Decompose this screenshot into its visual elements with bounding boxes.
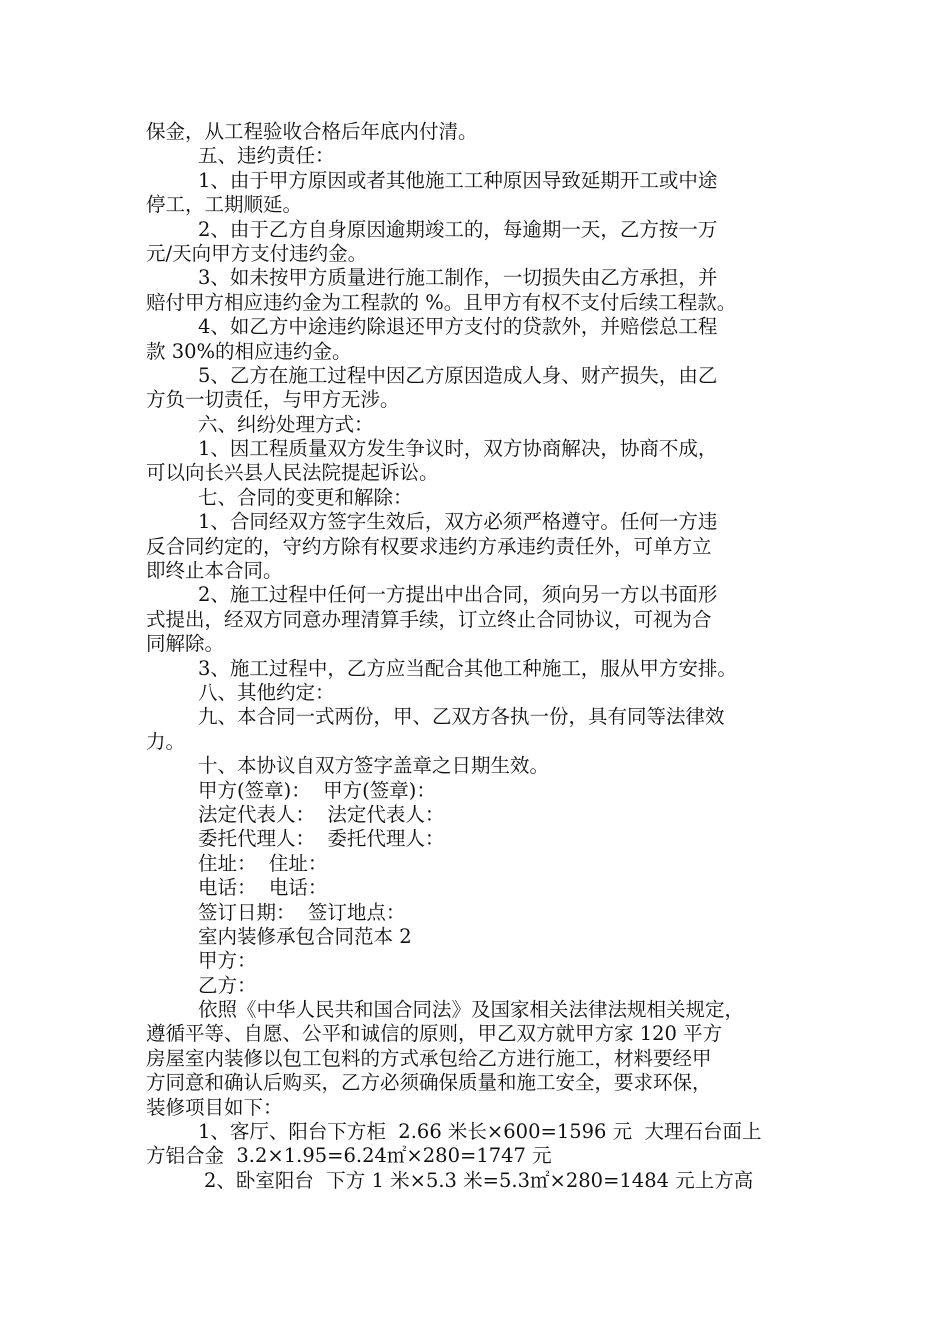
signature-field-date-place: 签订日期： 签订地点： xyxy=(198,900,406,924)
text-line: 5、乙方在施工过程中因乙方原因造成人身、财产损失，由乙 xyxy=(198,363,718,387)
section-heading: 六、纠纷处理方式： xyxy=(198,412,374,436)
text-line: 1、由于甲方原因或者其他施工工种原因导致延期开工或中途 xyxy=(198,168,718,192)
party-a-field: 甲方： xyxy=(198,949,257,973)
text-line: 可以向长兴县人民法院提起诉讼。 xyxy=(146,461,439,485)
text-line: 方同意和确认后购买，乙方必须确保质量和施工安全，要求环保， xyxy=(146,1071,712,1095)
party-b-field: 乙方： xyxy=(198,973,257,997)
text-line: 遵循平等、自愿、公平和诚信的原则，甲乙双方就甲方家 120 平方 xyxy=(146,1022,723,1046)
signature-field-address: 住址： 住址： xyxy=(198,851,328,875)
section-heading: 五、违约责任： xyxy=(198,144,335,168)
signature-field-party-a: 甲方(签章)： 甲方(签章)： xyxy=(198,778,436,802)
text-line: 3、施工过程中，乙方应当配合其他工种施工，服从甲方安排。 xyxy=(198,656,737,680)
text-line: 1、客厅、阳台下方柜 2.66 米长×600=1596 元 大理石台面上 xyxy=(198,1120,762,1144)
section-heading: 八、其他约定： xyxy=(198,680,335,704)
document-subtitle: 室内装修承包合同范本 2 xyxy=(198,924,412,948)
text-line: 同解除。 xyxy=(146,632,225,656)
text-line: 1、因工程质量双方发生争议时，双方协商解决，协商不成， xyxy=(198,437,718,461)
text-line: 方负一切责任，与甲方无涉。 xyxy=(146,388,400,412)
text-line: 方铝合金 3.2×1.95=6.24㎡×280=1747 元 xyxy=(146,1144,552,1168)
signature-field-agent: 委托代理人： 委托代理人： xyxy=(198,827,445,851)
text-line: 十、本协议自双方签字盖章之日期生效。 xyxy=(198,754,550,778)
text-line: 保金，从工程验收合格后年底内付清。 xyxy=(146,120,478,143)
text-line: 元/天向甲方支付违约金。 xyxy=(146,241,368,265)
contract-text xyxy=(146,120,816,1193)
section-heading: 七、合同的变更和解除： xyxy=(198,485,413,509)
text-line: 2、由于乙方自身原因逾期竣工的，每逾期一天，乙方按一万 xyxy=(198,217,718,241)
text-line: 2、施工过程中任何一方提出中出合同，须向另一方以书面形 xyxy=(198,583,718,607)
text-line: 依照《中华人民共和国合同法》及国家相关法律法规相关规定， xyxy=(198,998,745,1022)
text-line: 2、卧室阳台 下方 1 米×5.3 米=5.3㎡×280=1484 元上方高 xyxy=(204,1168,754,1192)
text-line: 反合同约定的，守约方除有权要求违约方承违约责任外，可单方立 xyxy=(146,534,712,558)
text-line: 赔付甲方相应违约金为工程款的 %。且甲方有权不支付后续工程款。 xyxy=(146,290,737,314)
text-line: 4、如乙方中途违约除退还甲方支付的贷款外，并赔偿总工程 xyxy=(198,315,718,339)
text-line: 装修项目如下： xyxy=(146,1095,283,1119)
text-line: 九、本合同一式两份，甲、乙双方各执一份，具有同等法律效 xyxy=(198,705,725,729)
text-line: 力。 xyxy=(146,729,186,753)
text-line: 即终止本合同。 xyxy=(146,559,283,583)
text-line: 停工，工期顺延。 xyxy=(146,193,303,217)
text-line: 3、如未按甲方质量进行施工制作，一切损失由乙方承担，并 xyxy=(198,266,718,290)
signature-field-phone: 电话： 电话： xyxy=(198,876,328,900)
text-line: 式提出，经双方同意办理清算手续，订立终止合同协议，可视为合 xyxy=(146,607,712,631)
text-line: 款 30%的相应违约金。 xyxy=(146,339,352,363)
text-line: 房屋室内装修以包工包料的方式承包给乙方进行施工，材料要经甲 xyxy=(146,1046,712,1070)
signature-field-legal-rep: 法定代表人： 法定代表人： xyxy=(198,802,445,826)
text-line: 1、合同经双方签字生效后，双方必须严格遵守。任何一方违 xyxy=(198,510,718,534)
